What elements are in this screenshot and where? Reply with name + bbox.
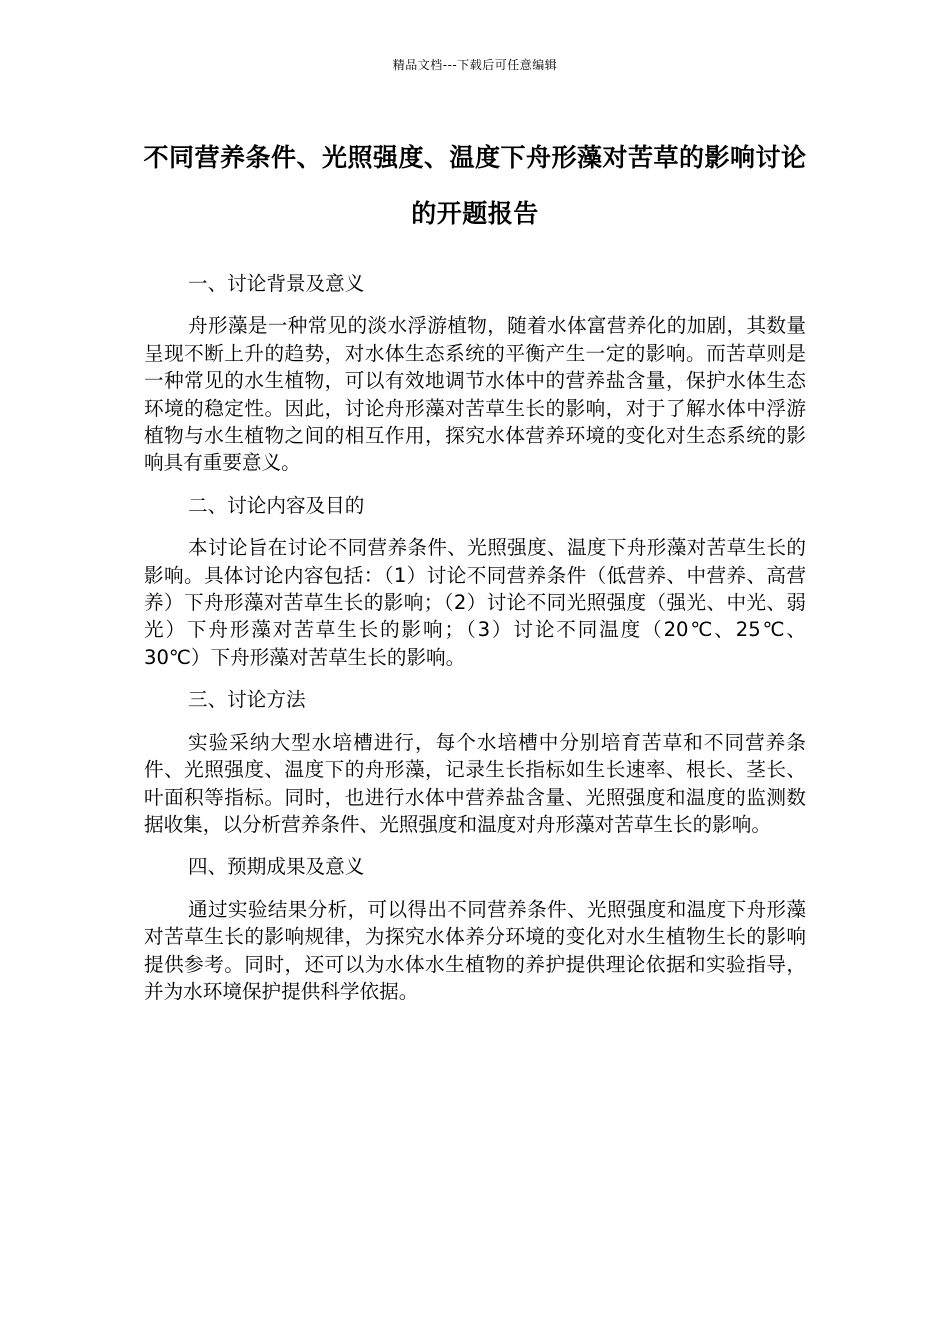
section-heading-background: 一、讨论背景及意义 (188, 272, 365, 295)
document-body (144, 270, 806, 1020)
header-note: 精品文档---下载后可任意编辑 (392, 58, 558, 72)
section-heading-content: 二、讨论内容及目的 (188, 493, 365, 517)
section-heading-method: 三、讨论方法 (188, 688, 306, 712)
section-paragraph-outcome: 通过实验结果分析，可以得出不同营养条件、光照强度和温度下舟形藻对苦草生长的影响规律，为探究水体养分环境的变化对水生植物生长的影响提供参考。同时，还可以为水体水生植物的养护提供理论依据和实验指导，并为水环境保护提供科学依据。 (144, 897, 806, 1003)
section-paragraph-content: 本讨论旨在讨论不同营养条件、光照强度、温度下舟形藻对苦草生长的影响。具体讨论内容包括：（1）讨论不同营养条件（低营养、中营养、高营养）下舟形藻对苦草生长的影响；（2）讨论不同光照强度（强光、中光、弱光）下舟形藻对苦草生长的影响；（3）讨论不同温度（20℃、25℃、30℃）下舟形藻对苦草生长的影响。 (144, 536, 806, 669)
section-paragraph-method: 实验采纳大型水培槽进行，每个水培槽中分别培育苦草和不同营养条件、光照强度、温度下的舟形藻，记录生长指标如生长速率、根长、茎长、叶面积等指标。同时，也进行水体中营养盐含量、光照强度和温度的监测数据收集，以分析营养条件、光照强度和温度对舟形藻对苦草生长的影响。 (144, 730, 806, 836)
document-title: 不同营养条件、光照强度、温度下舟形藻对苦草的影响讨论的开题报告 (143, 143, 807, 228)
section-heading-outcome: 四、预期成果及意义 (188, 855, 365, 879)
section-paragraph-background: 舟形藻是一种常见的淡水浮游植物，随着水体富营养化的加剧，其数量呈现不断上升的趋势，对水体生态系统的平衡产生一定的影响。而苦草则是一种常见的水生植物，可以有效地调节水体中的营养盐含量，保护水体生态环境的稳定性。因此，讨论舟形藻对苦草生长的影响，对于了解水体中浮游植物与水生植物之间的相互作用，探究水体营养环境的变化对生态系统的影响具有重要意义。 (144, 314, 806, 475)
